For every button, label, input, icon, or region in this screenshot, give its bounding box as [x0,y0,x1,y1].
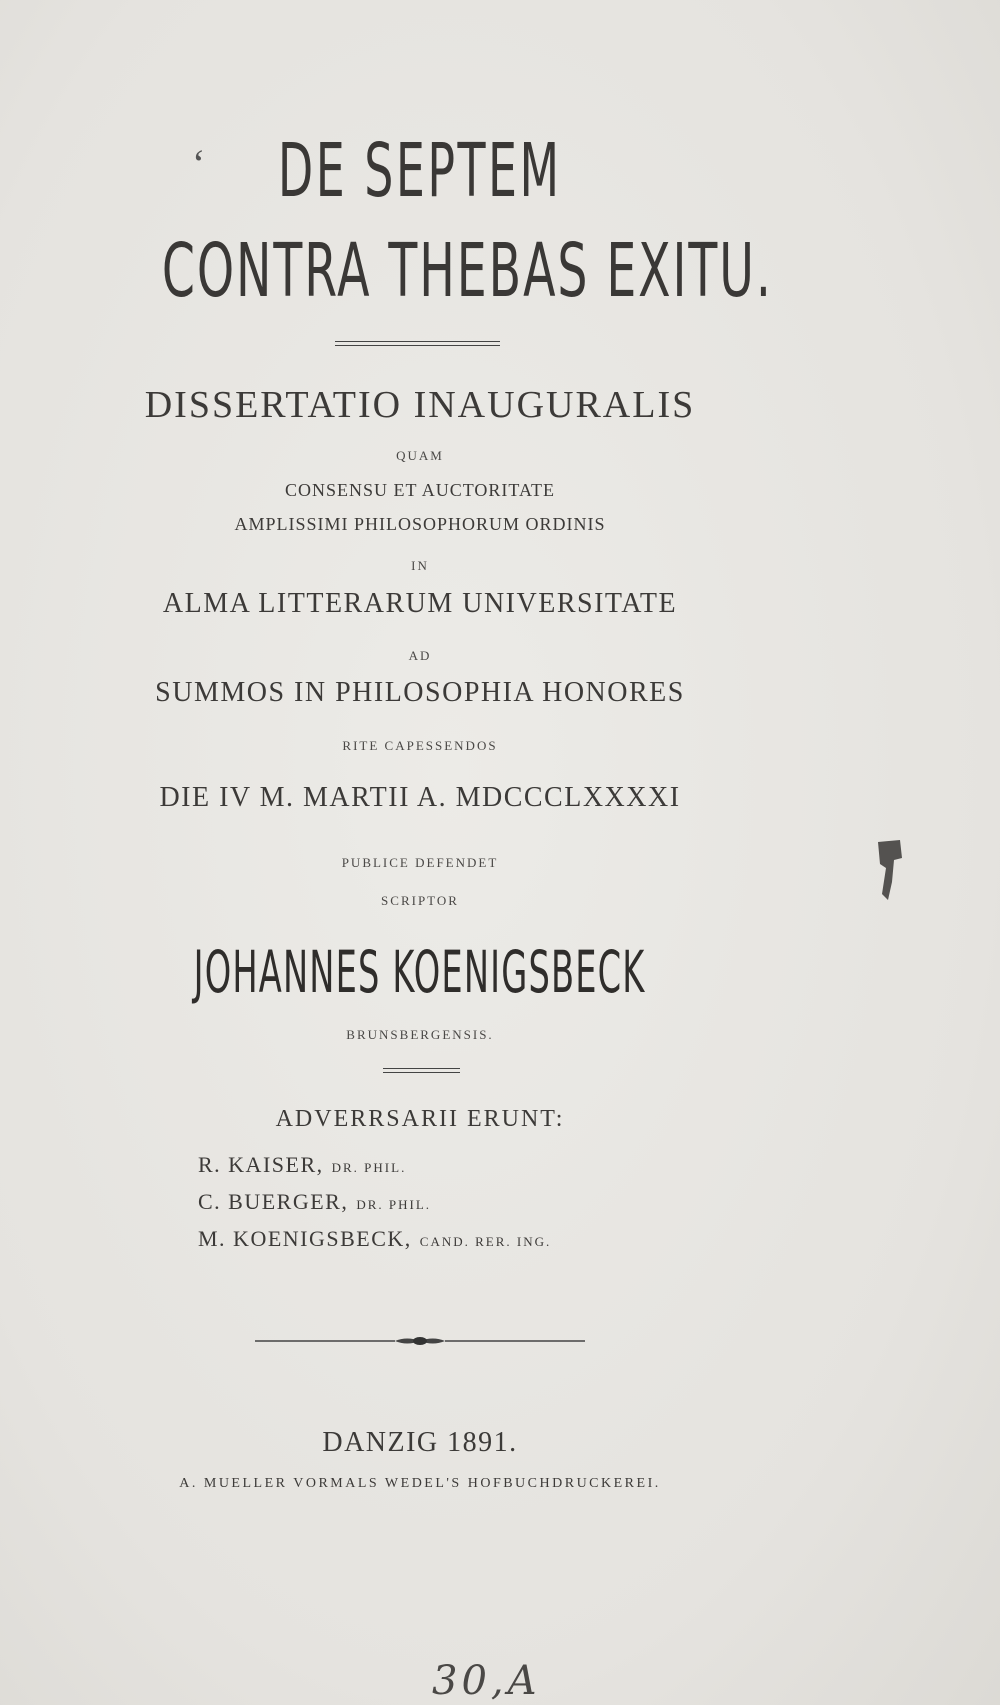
in-text: IN [411,558,429,573]
ad-text: AD [408,648,432,663]
pencil-mark: ‘ [192,141,206,186]
adversarius-name: C. BUERGER, [198,1189,349,1214]
rite-text: RITE CAPESSENDOS [342,738,498,753]
university-text: ALMA LITTERARUM UNIVERSITATE [162,588,678,619]
scriptor-text: SCRIPTOR [381,893,459,908]
amplissimi-text: AMPLISSIMI PHILOSOPHORUM ORDINIS [234,514,606,534]
consensu-text: CONSENSU ET AUCTORITATE [285,480,555,500]
author-name: JOHANNES KOENIGSBECK [194,938,646,1006]
adversarius-name: M. KOENIGSBECK, [198,1226,412,1251]
adversarius-3 [198,1226,551,1252]
publice-text: PUBLICE DEFENDET [341,855,499,870]
adversarius-name: R. KAISER, [198,1152,324,1177]
subtitle: DISSERTATIO INAUGURALIS [144,384,696,426]
adversarius-1 [198,1152,406,1178]
adversarius-2 [198,1189,431,1215]
ornament-divider [255,1334,585,1348]
shelf-mark: 30,A [432,1658,541,1704]
adversarii-heading: ADVERRSARII ERUNT: [275,1106,565,1132]
date-text: DIE IV M. MARTII A. MDCCCLXXXXI [159,782,681,813]
adversarius-degree: DR. PHIL. [331,1160,407,1175]
title-line-2: CONTRA THEBAS EXITU. [161,228,773,314]
title-line-1: DE SEPTEM [278,128,562,214]
place-year: DANZIG 1891. [322,1427,518,1458]
printer-line: A. MUELLER VORMALS WEDEL'S HOFBUCHDRUCKEREI. [179,1476,661,1491]
origin-text: BRUNSBERGENSIS. [346,1027,494,1042]
adversarius-degree: DR. PHIL. [356,1197,432,1212]
quam-text: QUAM [396,448,444,463]
adversarius-degree: CAND. RER. ING. [419,1234,552,1249]
honores-text: SUMMOS IN PHILOSOPHIA HONORES [155,677,685,708]
ink-blot-mark [872,838,904,916]
title-rule [335,341,500,346]
short-rule [383,1068,460,1073]
